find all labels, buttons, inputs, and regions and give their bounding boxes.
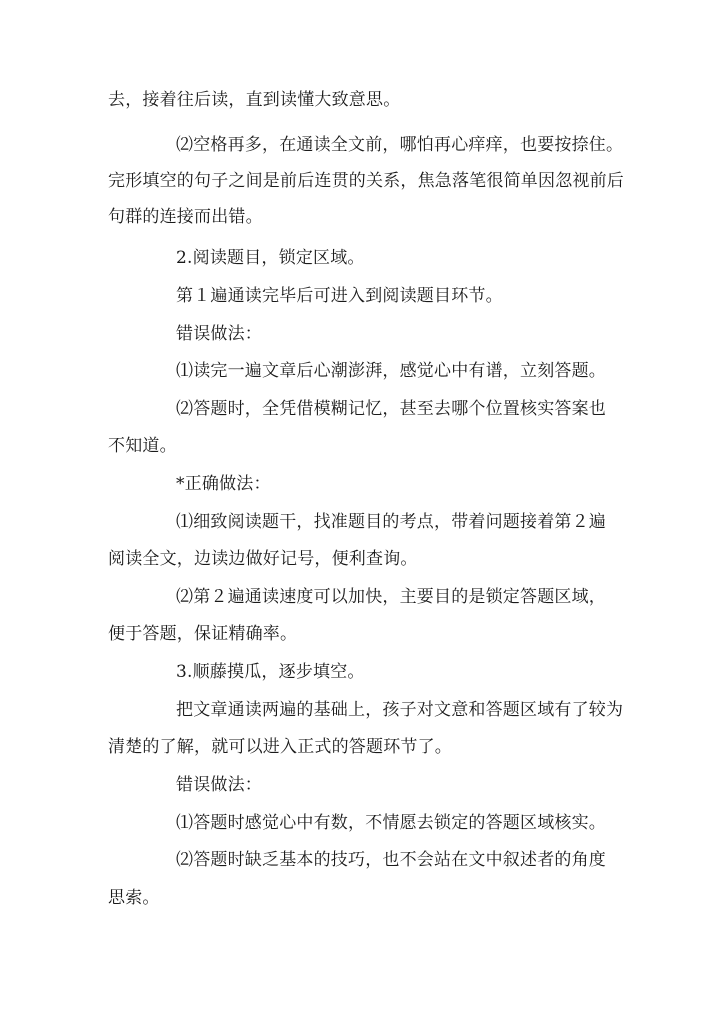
text-line-point-1: ⑴读完一遍文章后心潮澎湃，感觉心中有谱，立刻答题。 bbox=[176, 361, 606, 381]
text-line-continuation: 阅读全文，边读边做好记号，便利查询。 bbox=[108, 549, 418, 569]
paragraph-line: 第１遍通读完毕后可进入到阅读题目环节。 bbox=[176, 286, 503, 306]
text-line-continuation: 完形填空的句子之间是前后连贯的关系，焦急落笔很简单因忽视前后 bbox=[108, 171, 624, 191]
text-line-continuation: 不知道。 bbox=[108, 436, 177, 456]
section-heading-3: 3.顺藤摸瓜，逐步填空。 bbox=[176, 662, 365, 682]
text-line-point-2: ⑵答题时缺乏基本的技巧，也不会站在文中叙述者的角度 bbox=[176, 850, 606, 870]
text-line-continuation: 去，接着往后读，直到读懂大致意思。 bbox=[108, 90, 401, 110]
subheading-wrong-method: 错误做法： bbox=[176, 775, 262, 795]
text-line-continuation: 句群的连接而出错。 bbox=[108, 207, 263, 227]
text-line-point-1: ⑴细致阅读题干，找准题目的考点，带着问题接着第２遍 bbox=[176, 512, 606, 532]
text-line-continuation: 思索。 bbox=[108, 888, 160, 908]
section-heading-2: 2.阅读题目，锁定区域。 bbox=[176, 248, 365, 268]
text-line-point-2: ⑵答题时，全凭借模糊记忆，甚至去哪个位置核实答案也 bbox=[176, 399, 606, 419]
subheading-wrong-method: 错误做法： bbox=[176, 324, 262, 344]
text-line-point-2: ⑵空格再多，在通读全文前，哪怕再心痒痒，也要按捺住。 bbox=[176, 135, 624, 155]
text-line-continuation: 清楚的了解，就可以进入正式的答题环节了。 bbox=[108, 737, 452, 757]
text-line-point-2: ⑵第２遍通读速度可以加快，主要目的是锁定答题区域， bbox=[176, 587, 606, 607]
text-line-continuation: 便于答题，保证精确率。 bbox=[108, 624, 298, 644]
paragraph-line: 把文章通读两遍的基础上，孩子对文意和答题区域有了较为 bbox=[176, 700, 624, 720]
subheading-correct-method: *正确做法： bbox=[176, 474, 271, 494]
text-line-point-1: ⑴答题时感觉心中有数，不情愿去锁定的答题区域核实。 bbox=[176, 813, 606, 833]
